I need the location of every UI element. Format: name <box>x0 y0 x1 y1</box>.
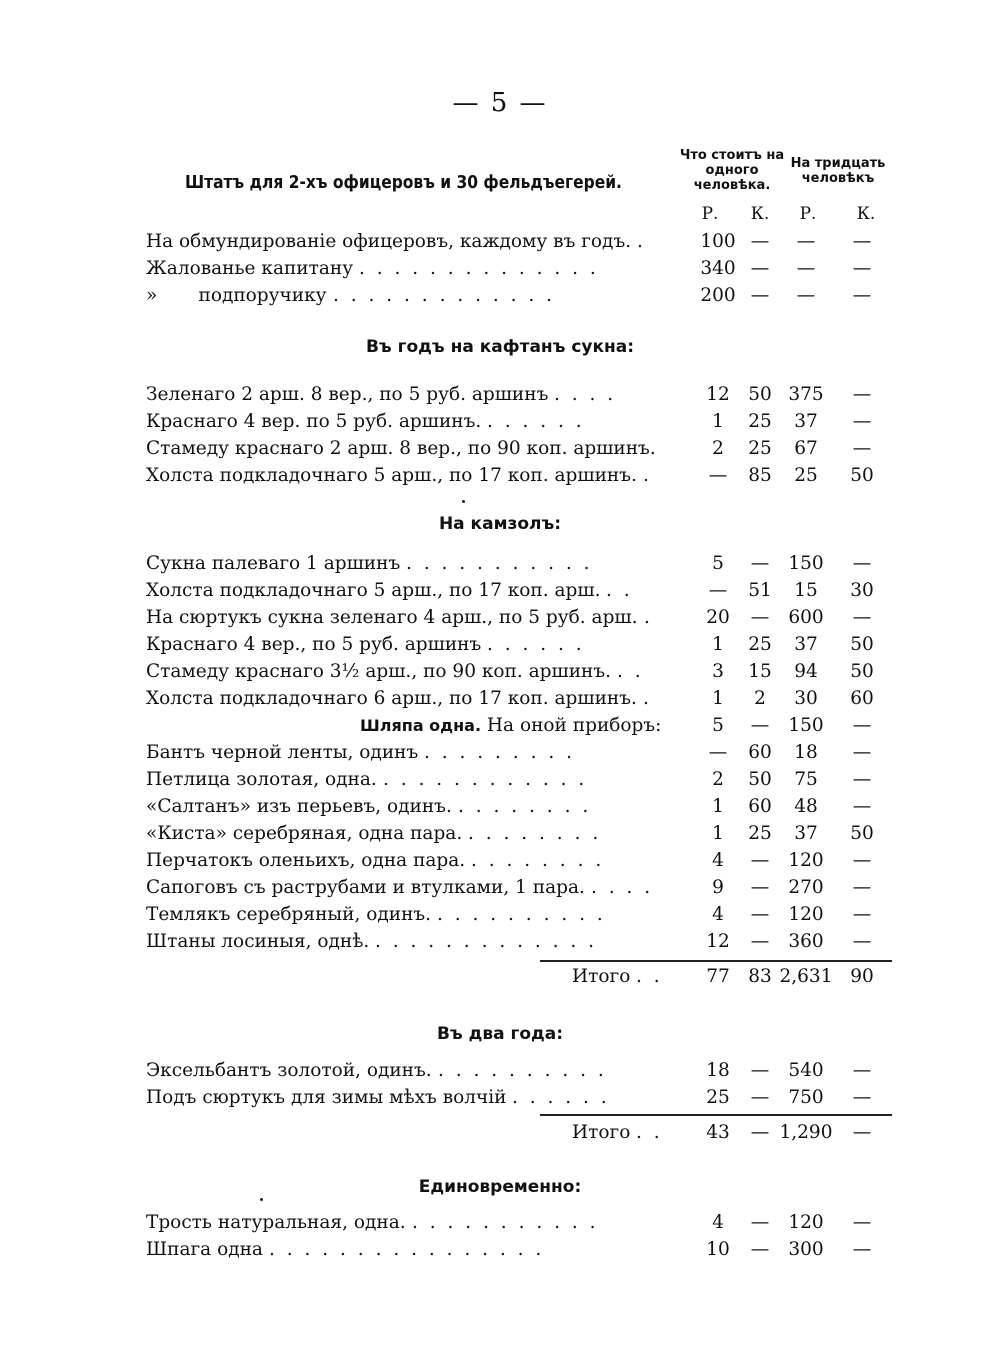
ledger-row <box>0 1060 1000 1088</box>
cell-kop-thirty: 30 <box>850 580 874 601</box>
cell-kop-one: — <box>750 231 770 252</box>
row-label: Трость натуральная, одна. <box>146 1212 406 1233</box>
cell-kop-one: 25 <box>748 823 772 844</box>
section-heading-kaftan: Въ годъ на кафтанъ сукна: <box>365 337 635 357</box>
cell-rub-thirty: 2,631 <box>779 966 833 987</box>
cell-rub-thirty: 750 <box>788 1087 824 1108</box>
cell-rub-one: 3 <box>712 661 724 682</box>
ledger-row <box>0 384 1000 412</box>
ledger-row <box>0 231 1000 259</box>
row-label: Петлица золотая, одна. <box>146 769 377 790</box>
row-label <box>360 715 661 736</box>
leader-dots: . . . . . . . . . <box>424 742 575 763</box>
cell-rub-thirty: 37 <box>794 411 818 432</box>
cell-rub-thirty: 120 <box>788 1212 824 1233</box>
cell-kop-one: — <box>750 607 770 628</box>
cell-kop-one: 25 <box>748 438 772 459</box>
ledger-row <box>0 285 1000 313</box>
cell-rub-one: 1 <box>712 796 724 817</box>
cell-rub-thirty: 150 <box>788 553 824 574</box>
row-label: Холста подкладочнаго 5 арш., по 17 коп. арш. <box>146 580 601 601</box>
cell-rub-one: 1 <box>712 411 724 432</box>
cell-rub-thirty: 30 <box>794 688 818 709</box>
cell-rub-thirty: 600 <box>788 607 824 628</box>
row-label: Итого <box>572 966 631 987</box>
cell-rub-one: 4 <box>712 904 724 925</box>
cell-rub-one: — <box>708 742 728 763</box>
row-label: » подпоручику <box>146 285 327 306</box>
ledger-row <box>0 1087 1000 1115</box>
total-row <box>0 1122 1000 1150</box>
table-title: Штатъ для 2-хъ офицеровъ и 30 фельдъегерей. <box>185 172 622 193</box>
subheader-rub-one: Р. <box>701 204 719 224</box>
leader-dots: . . <box>636 1122 663 1143</box>
page-number: — 5 — <box>452 88 548 118</box>
cell-rub-thirty: 300 <box>788 1239 824 1260</box>
row-label: Бантъ черной ленты, одинъ <box>146 742 419 763</box>
ledger-row <box>0 904 1000 932</box>
ledger-row-hat <box>0 715 1000 743</box>
cell-kop-thirty: 50 <box>850 465 874 486</box>
cell-kop-one: 15 <box>748 661 772 682</box>
cell-kop-thirty: 60 <box>850 688 874 709</box>
cell-kop-thirty: — <box>852 1087 872 1108</box>
total-rule <box>540 1114 892 1116</box>
cell-rub-thirty: 120 <box>788 850 824 871</box>
cell-kop-thirty: — <box>852 931 872 952</box>
cell-rub-one: 25 <box>706 1087 730 1108</box>
cell-rub-one: 1 <box>712 688 724 709</box>
cell-rub-one: 43 <box>706 1122 730 1143</box>
row-label: Холста подкладочнаго 6 арш., по 17 коп. аршинъ. <box>146 688 637 709</box>
ledger-row <box>0 769 1000 797</box>
cell-rub-thirty: 120 <box>788 904 824 925</box>
leader-dots: . . . . . . . . <box>471 850 605 871</box>
row-label: Эксельбантъ золотой, одинъ. <box>146 1060 432 1081</box>
row-label: Жалованье капитану <box>146 258 354 279</box>
cell-rub-one: 200 <box>700 285 736 306</box>
section-heading-two-years: Въ два года: <box>436 1024 564 1044</box>
leader-dots: . . . . . . . . . . . . . <box>333 285 556 306</box>
row-label: Перчатокъ оленьихъ, одна пара. <box>146 850 466 871</box>
cell-rub-thirty: 37 <box>794 634 818 655</box>
cell-rub-one: 9 <box>712 877 724 898</box>
cell-rub-thirty: 67 <box>794 438 818 459</box>
row-label: Сукна палеваго 1 аршинъ <box>146 553 401 574</box>
row-label: «Киста» серебряная, одна пара. <box>146 823 463 844</box>
cell-rub-one: 10 <box>706 1239 730 1260</box>
leader-dots: . . . . . . . . . . <box>438 1060 607 1081</box>
row-label: Краснаго 4 вер., по 5 руб. аршинъ <box>146 634 482 655</box>
row-label: Стамеду краснаго 3½ арш., по 90 коп. аршинъ. <box>146 661 612 682</box>
row-label: Краснаго 4 вер. по 5 руб. аршинъ. <box>146 411 482 432</box>
cell-kop-one: 25 <box>748 411 772 432</box>
cell-kop-thirty: — <box>852 411 872 432</box>
cell-kop-thirty: 50 <box>850 823 874 844</box>
leader-dots: . . . . <box>554 384 617 405</box>
row-label: Холста подкладочнаго 5 арш., по 17 коп. аршинъ. <box>146 465 637 486</box>
cell-rub-thirty: 540 <box>788 1060 824 1081</box>
ledger-row <box>0 742 1000 770</box>
cell-kop-one: — <box>750 1087 770 1108</box>
cell-rub-one: 5 <box>712 715 724 736</box>
leader-dots: . <box>637 231 646 252</box>
column-header-thirty-persons: На тридцать человѣкъ <box>790 156 886 186</box>
cell-rub-thirty: 150 <box>788 715 824 736</box>
cell-kop-one: — <box>750 877 770 898</box>
cell-rub-thirty: — <box>796 285 816 306</box>
ledger-row <box>0 1239 1000 1267</box>
cell-kop-thirty: — <box>852 258 872 279</box>
leader-dots: . <box>644 607 653 628</box>
ledger-row <box>0 580 1000 608</box>
cell-kop-thirty: — <box>852 904 872 925</box>
ledger-row <box>0 823 1000 851</box>
cell-rub-one: 1 <box>712 823 724 844</box>
ledger-row <box>0 465 1000 493</box>
leader-dots: . . . . . . <box>512 1087 610 1108</box>
row-label: Подъ сюртукъ для зимы мѣхъ волчій <box>146 1087 507 1108</box>
leader-dots: . <box>643 465 652 486</box>
leader-dots: . <box>643 688 652 709</box>
print-speck <box>462 500 465 503</box>
row-label: Итого <box>572 1122 631 1143</box>
cell-kop-thirty: — <box>852 1060 872 1081</box>
leader-dots: . . . . . . . . . . . . . <box>375 931 598 952</box>
cell-kop-thirty: — <box>852 438 872 459</box>
cell-kop-thirty: — <box>852 796 872 817</box>
row-label: На обмундированіе офицеровъ, каждому въ годъ. <box>146 231 632 252</box>
cell-rub-one: 2 <box>712 769 724 790</box>
cell-kop-one: 85 <box>748 465 772 486</box>
ledger-row <box>0 258 1000 286</box>
leader-dots: . . . . . . . . . . . <box>406 553 593 574</box>
cell-rub-thirty: 1,290 <box>779 1122 833 1143</box>
leader-dots: . . . . . . . . . . <box>437 904 606 925</box>
cell-rub-one: 20 <box>706 607 730 628</box>
cell-kop-thirty: — <box>852 285 872 306</box>
cell-kop-thirty: — <box>852 384 872 405</box>
hat-rest-label: На оной приборъ: <box>481 715 662 736</box>
cell-kop-one: — <box>750 1060 770 1081</box>
subheader-kop-thirty: К. <box>856 204 876 224</box>
row-label: Зеленаго 2 арш. 8 вер., по 5 руб. аршинъ <box>146 384 549 405</box>
leader-dots: . . <box>636 966 663 987</box>
cell-kop-one: 2 <box>754 688 766 709</box>
leader-dots: . . <box>617 661 644 682</box>
subheader-kop-one: К. <box>750 204 770 224</box>
cell-kop-thirty: — <box>852 231 872 252</box>
cell-kop-one: 60 <box>748 742 772 763</box>
leader-dots: . . . . . . . . <box>458 796 592 817</box>
cell-rub-thirty: — <box>796 258 816 279</box>
cell-rub-one: — <box>708 580 728 601</box>
ledger-row <box>0 1212 1000 1240</box>
row-label: На сюртукъ сукна зеленаго 4 арш., по 5 руб. арш. <box>146 607 638 628</box>
cell-kop-thirty: — <box>852 769 872 790</box>
cell-rub-one: 12 <box>706 931 730 952</box>
cell-kop-thirty: — <box>852 607 872 628</box>
cell-rub-one: 2 <box>712 438 724 459</box>
row-label: Стамеду краснаго 2 арш. 8 вер., по 90 коп. аршинъ. <box>146 438 656 459</box>
subheader-rub-thirty: Р. <box>799 204 817 224</box>
cell-kop-thirty: — <box>852 1212 872 1233</box>
cell-kop-one: 83 <box>748 966 772 987</box>
row-label: Штаны лосиныя, однѣ. <box>146 931 370 952</box>
cell-rub-thirty: 37 <box>794 823 818 844</box>
ledger-row <box>0 796 1000 824</box>
cell-kop-thirty: — <box>852 715 872 736</box>
cell-kop-thirty: — <box>852 553 872 574</box>
section-heading-one-time: Единовременно: <box>418 1177 582 1197</box>
cell-kop-one: 50 <box>748 769 772 790</box>
row-label: Темлякъ серебряный, одинъ. <box>146 904 432 925</box>
cell-rub-one: 12 <box>706 384 730 405</box>
cell-kop-one: 25 <box>748 634 772 655</box>
leader-dots: . . . . . . . . . . . . . . . . <box>269 1239 545 1260</box>
cell-rub-one: 5 <box>712 553 724 574</box>
ledger-row <box>0 553 1000 581</box>
leader-dots: . . . . . . . . . . . . <box>383 769 588 790</box>
cell-kop-thirty: 50 <box>850 661 874 682</box>
section-heading-kamzol: На камзолъ: <box>438 514 562 534</box>
cell-kop-thirty: — <box>852 877 872 898</box>
cell-rub-one: 340 <box>700 258 736 279</box>
ledger-row <box>0 634 1000 662</box>
leader-dots: . . . . . . <box>487 634 585 655</box>
ledger-row <box>0 877 1000 905</box>
cell-rub-thirty: 270 <box>788 877 824 898</box>
total-row <box>0 966 1000 994</box>
cell-rub-one: 1 <box>712 634 724 655</box>
cell-rub-one: 18 <box>706 1060 730 1081</box>
cell-kop-one: — <box>750 931 770 952</box>
ledger-row <box>0 850 1000 878</box>
column-header-one-person: Что стоитъ на одного человѣка. <box>679 148 785 193</box>
cell-rub-thirty: 18 <box>794 742 818 763</box>
cell-rub-thirty: 25 <box>794 465 818 486</box>
cell-rub-thirty: 48 <box>794 796 818 817</box>
cell-kop-thirty: 90 <box>850 966 874 987</box>
cell-rub-one: 77 <box>706 966 730 987</box>
cell-rub-one: 4 <box>712 850 724 871</box>
cell-rub-one: 4 <box>712 1212 724 1233</box>
cell-rub-one: 100 <box>700 231 736 252</box>
cell-rub-thirty: 375 <box>788 384 824 405</box>
leader-dots: . . . . <box>591 877 654 898</box>
leader-dots: . . . . . . . . . . . <box>412 1212 599 1233</box>
cell-kop-one: — <box>750 258 770 279</box>
cell-kop-one: 60 <box>748 796 772 817</box>
cell-kop-one: — <box>750 715 770 736</box>
ledger-row <box>0 438 1000 466</box>
ledger-row <box>0 931 1000 959</box>
ledger-row <box>0 607 1000 635</box>
cell-kop-one: — <box>750 285 770 306</box>
cell-kop-one: — <box>750 904 770 925</box>
cell-rub-one: — <box>708 465 728 486</box>
cell-kop-thirty: — <box>852 1239 872 1260</box>
ledger-row <box>0 411 1000 439</box>
cell-kop-thirty: 50 <box>850 634 874 655</box>
leader-dots: . . . . . . . . <box>468 823 602 844</box>
cell-kop-thirty: — <box>852 742 872 763</box>
cell-kop-thirty: — <box>852 850 872 871</box>
leader-dots: . . . . . . . . . . . . . . <box>359 258 599 279</box>
leader-dots: . . . . . . <box>487 411 585 432</box>
cell-rub-thirty: 15 <box>794 580 818 601</box>
cell-kop-one: 50 <box>748 384 772 405</box>
cell-kop-one: — <box>750 850 770 871</box>
cell-kop-one: — <box>750 1212 770 1233</box>
hat-bold-label: Шляпа одна. <box>360 716 482 735</box>
leader-dots: . . <box>606 580 633 601</box>
cell-kop-one: — <box>750 1122 770 1143</box>
cell-rub-thirty: 360 <box>788 931 824 952</box>
cell-rub-thirty: — <box>796 231 816 252</box>
row-label: Сапоговъ съ раструбами и втулками, 1 пара. <box>146 877 585 898</box>
cell-kop-thirty: — <box>852 1122 872 1143</box>
ledger-row <box>0 661 1000 689</box>
cell-kop-one: — <box>750 1239 770 1260</box>
row-label: «Салтанъ» изъ перьевъ, одинъ. <box>146 796 452 817</box>
print-speck <box>260 1198 263 1201</box>
cell-kop-one: — <box>750 553 770 574</box>
total-rule <box>540 960 892 962</box>
row-label: Шпага одна <box>146 1239 263 1260</box>
ledger-row <box>0 688 1000 716</box>
cell-rub-thirty: 75 <box>794 769 818 790</box>
cell-rub-thirty: 94 <box>794 661 818 682</box>
cell-kop-one: 51 <box>748 580 772 601</box>
